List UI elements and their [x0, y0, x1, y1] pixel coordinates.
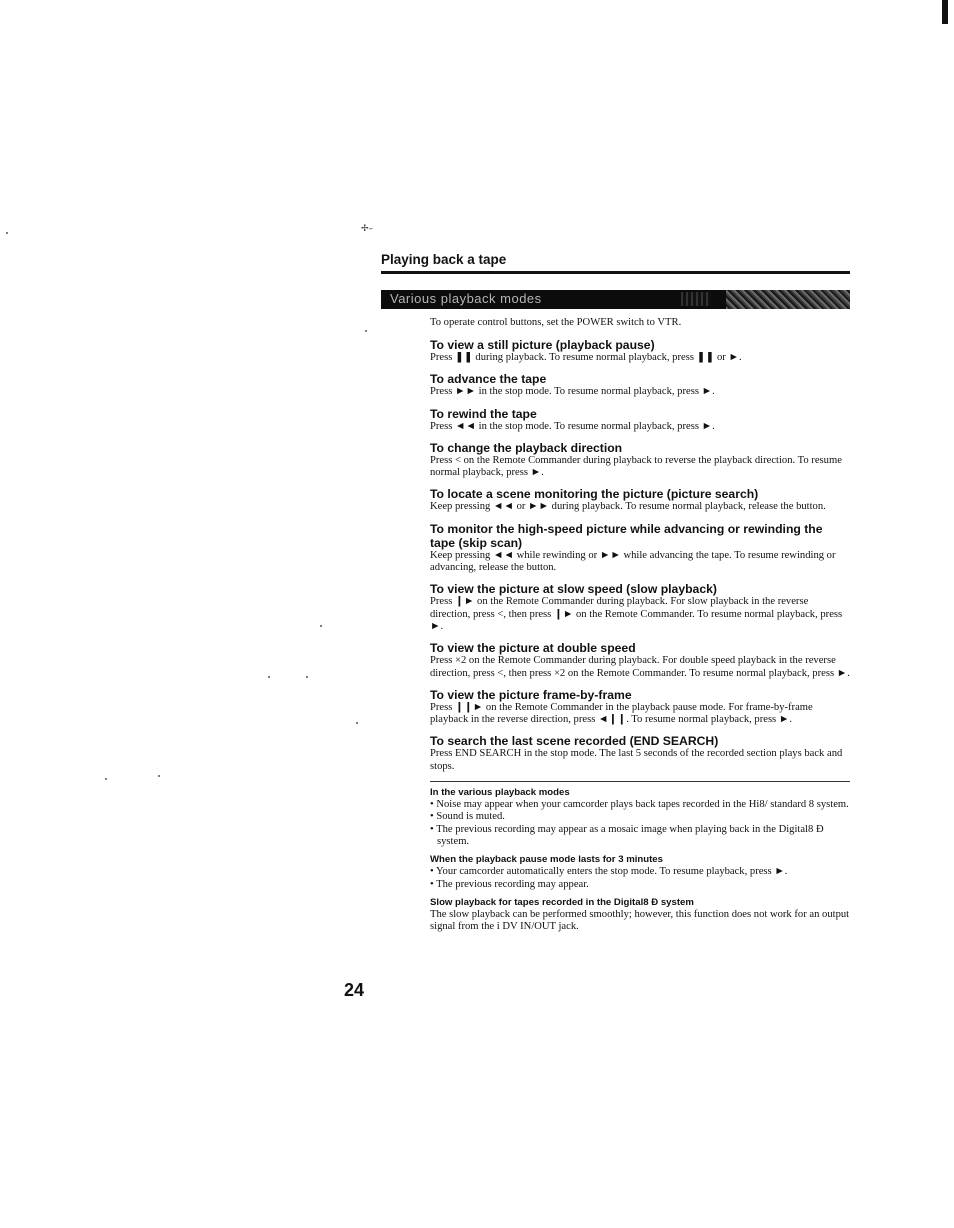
mode-change-direction	[430, 441, 850, 480]
mode-heading: To monitor the high-speed picture while advancing or rewinding the tape (skip scan)	[430, 521, 823, 550]
mode-double-speed	[430, 641, 850, 680]
note-heading: When the playback pause mode lasts for 3 minutes	[430, 854, 663, 866]
banner-texture	[726, 290, 850, 309]
note-heading: Slow playback for tapes recorded in the Digital8 Ð system	[430, 896, 694, 908]
scan-speck	[320, 625, 322, 627]
page-edge-mark	[942, 0, 948, 24]
mode-body: Press < on the Remote Commander during playback to reverse the playback direction. To resume normal playback, press ►.	[430, 454, 842, 479]
scan-speck	[158, 775, 160, 777]
note-slow-playback-digital8	[430, 897, 850, 934]
section-title: Playing back a tape	[381, 252, 507, 267]
page-number: 24	[344, 980, 365, 1000]
note-bullet: • The previous recording may appear.	[430, 878, 589, 890]
mode-body: Press END SEARCH in the stop mode. The last 5 seconds of the recorded section plays back and stops.	[430, 748, 843, 772]
intro-text: To operate control buttons, set the POWER switch to VTR.	[430, 317, 682, 328]
note-bullet: • Sound is muted.	[430, 811, 505, 823]
note-various-modes	[430, 787, 850, 848]
note-bullet: • The previous recording may appear as a mosaic image when playing back in the Digital8 Ð system.	[430, 823, 824, 847]
mode-body: Press ❙► on the Remote Commander during playback. For slow playback in the reverse direction, press <, then press ❙► on the Remote Commander. To resume normal playback, press ►.	[430, 596, 843, 632]
note-bullet: • Your camcorder automatically enters the stop mode. To resume playback, press ►.	[430, 866, 788, 878]
mode-heading: To search the last scene recorded (END SEARCH)	[430, 734, 719, 749]
mode-skip-scan	[430, 522, 850, 575]
mode-body: Press ◄◄ in the stop mode. To resume normal playback, press ►.	[430, 420, 715, 432]
mode-body: Press ❚❚ during playback. To resume normal playback, press ❚❚ or ►.	[430, 352, 742, 363]
crop-mark-icon: ✢–	[361, 224, 374, 234]
note-heading: In the various playback modes	[430, 787, 570, 799]
mode-heading: To view the picture frame-by-frame	[430, 687, 632, 702]
scan-speck	[306, 676, 308, 678]
mode-body: Press ❙❙► on the Remote Commander in the playback pause mode. For frame-by-frame playback in the reverse direction, press ◄❙❙. To resume normal playback, press ►.	[430, 701, 813, 726]
scan-speck	[356, 722, 358, 724]
mode-heading: To locate a scene monitoring the picture (picture search)	[430, 487, 759, 502]
mode-heading: To rewind the tape	[430, 406, 537, 421]
mode-slow-playback	[430, 582, 850, 633]
notes-divider	[430, 781, 850, 782]
subsection-banner	[381, 290, 850, 309]
banner-texture	[681, 292, 711, 306]
mode-still-picture	[430, 338, 850, 364]
mode-body: Press ×2 on the Remote Commander during playback. For double speed playback in the reverse direction, press <, then press ×2 on the Remote Commander. To resume normal playback, press ►.	[430, 655, 850, 679]
note-bullet: • Noise may appear when your camcorder plays back tapes recorded in the Hi8/ standard 8 system.	[430, 799, 849, 811]
mode-frame-by-frame	[430, 688, 850, 727]
scan-speck	[105, 778, 107, 780]
mode-heading: To view a still picture (playback pause)	[430, 338, 655, 352]
banner-title: Various playback modes	[390, 291, 542, 306]
mode-body: Press ►► in the stop mode. To resume normal playback, press ►.	[430, 386, 715, 398]
instructions-body	[430, 316, 850, 939]
mode-body: Keep pressing ◄◄ while rewinding or ►► while advancing the tape. To resume rewinding or advancing, release the button.	[430, 549, 836, 574]
scan-speck	[365, 330, 367, 332]
mode-body: Keep pressing ◄◄ or ►► during playback. To resume normal playback, release the button.	[430, 501, 826, 513]
mode-heading: To change the playback direction	[430, 440, 623, 455]
mode-rewind	[430, 407, 850, 433]
mode-heading: To view the picture at double speed	[430, 641, 636, 656]
mode-heading: To advance the tape	[430, 372, 547, 387]
note-text: The slow playback can be performed smoothly; however, this function does not work for an output signal from the i DV IN/OUT jack.	[430, 908, 850, 933]
mode-picture-search	[430, 487, 850, 513]
title-rule	[381, 271, 850, 274]
mode-heading: To view the picture at slow speed (slow playback)	[430, 582, 717, 597]
scan-speck	[6, 232, 8, 234]
note-pause-3-minutes	[430, 854, 850, 891]
mode-advance	[430, 372, 850, 398]
mode-end-search	[430, 734, 850, 773]
scan-speck	[268, 676, 270, 678]
